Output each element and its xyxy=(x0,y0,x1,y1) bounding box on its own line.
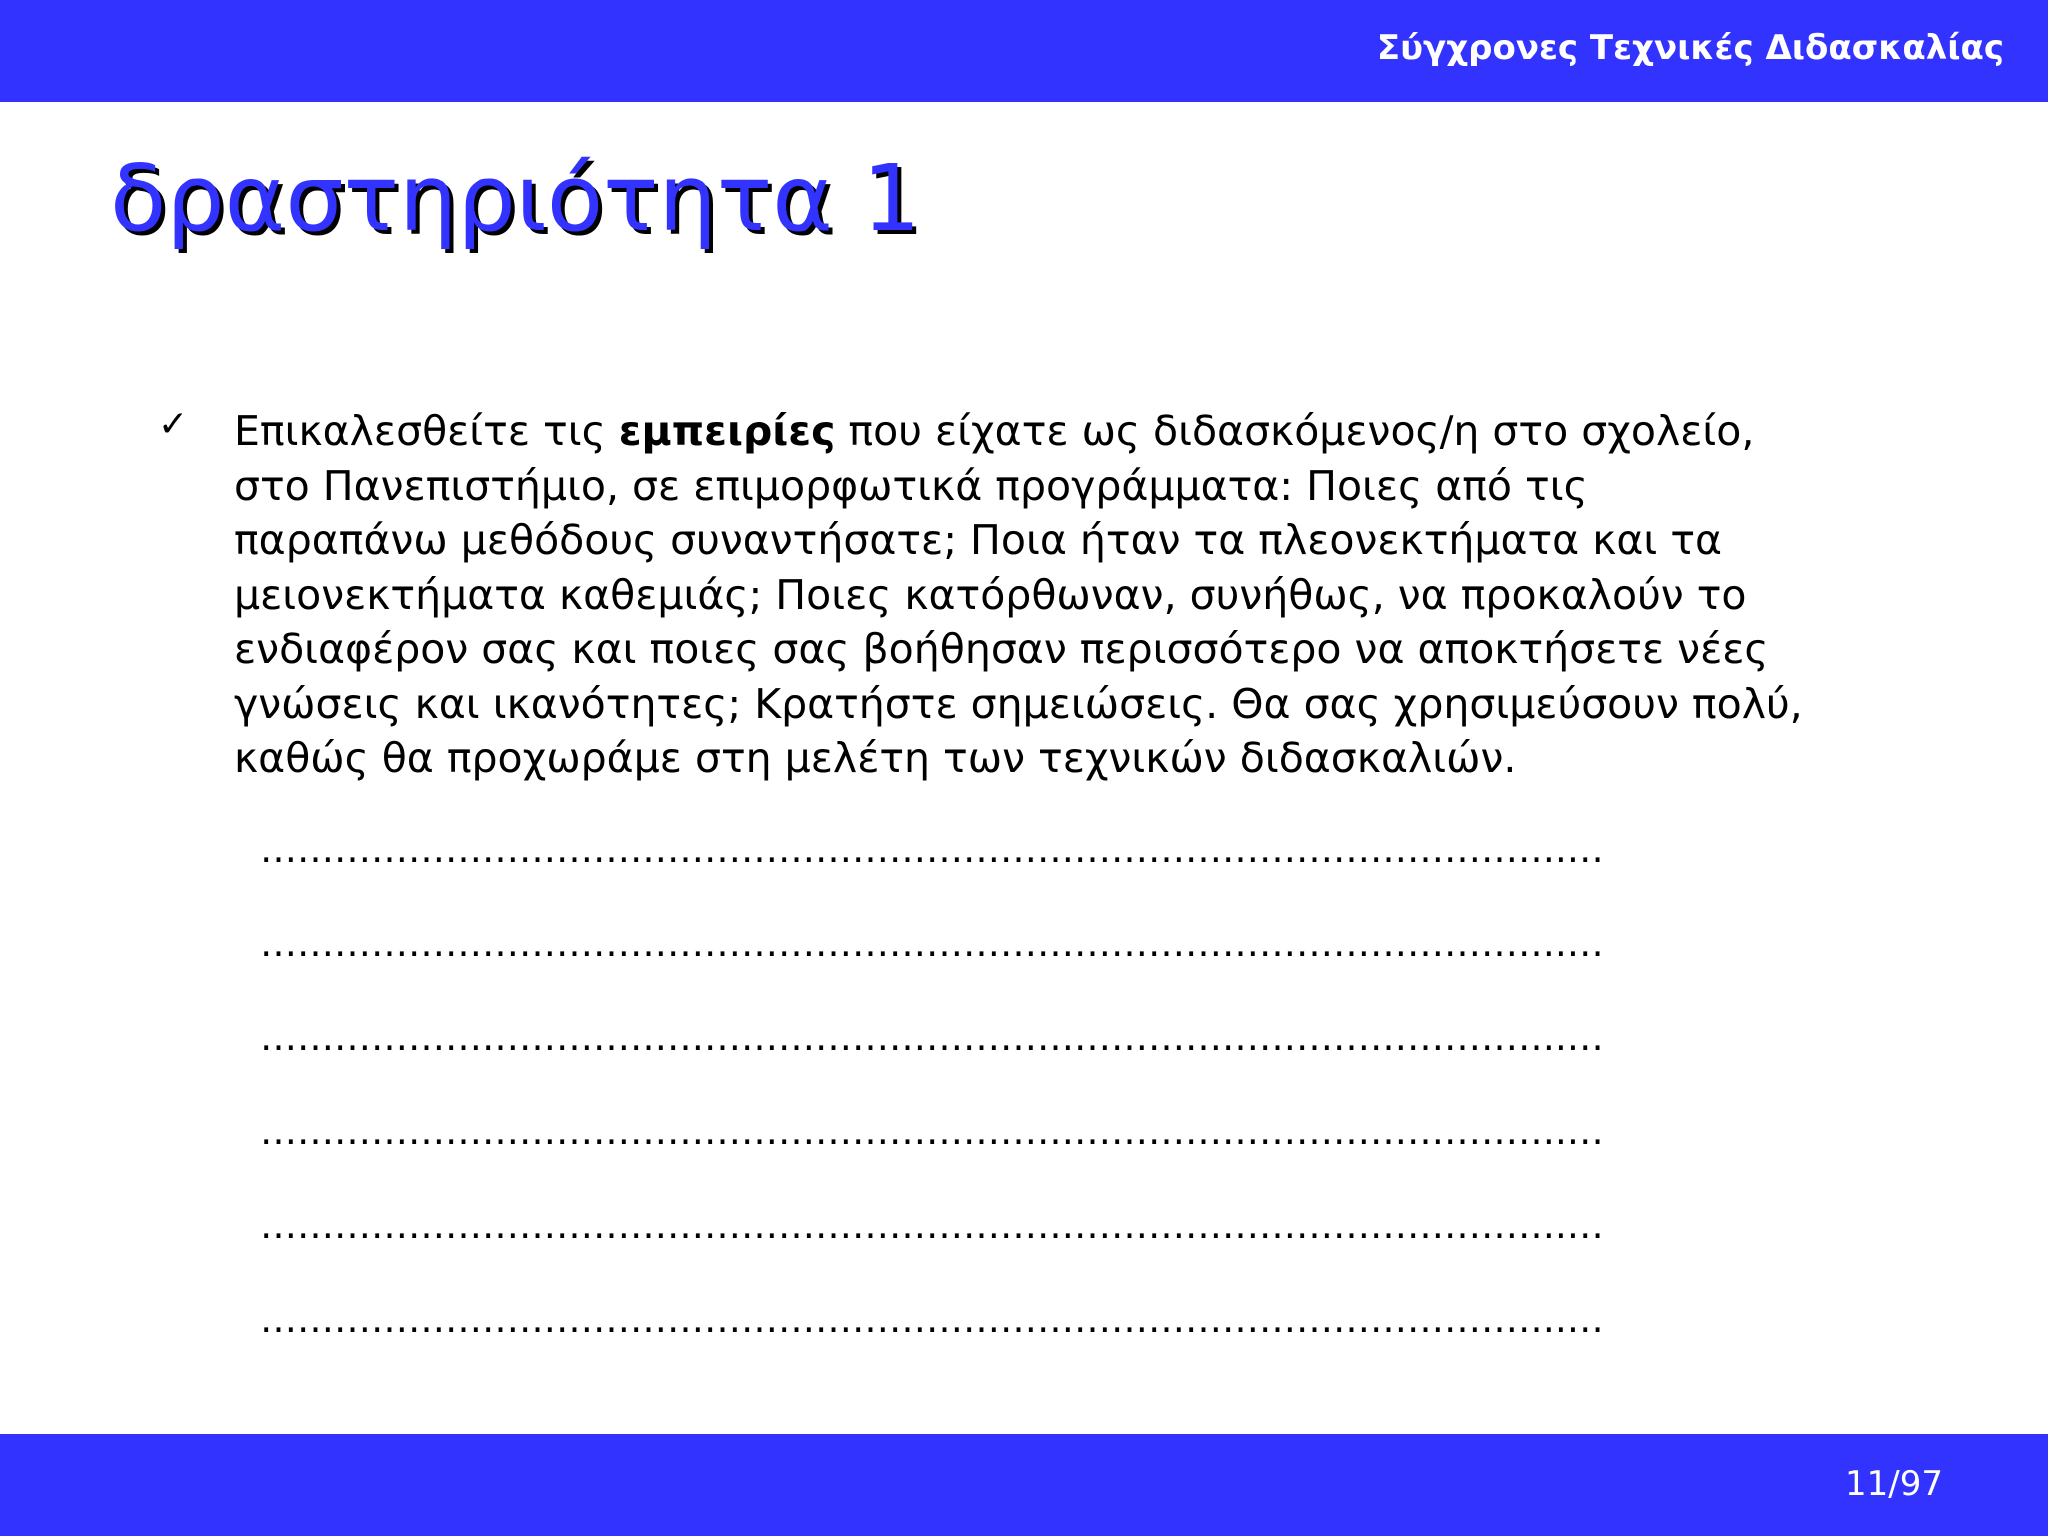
activity-paragraph xyxy=(234,404,1954,786)
paragraph-line-2: στο Πανεπιστήμιο, σε επιμορφωτικά προγράμματα: Ποιες από τις xyxy=(234,461,1588,510)
paragraph-line-1: Επικαλεσθείτε τις εμπειρίες που είχατε ως διδασκόμενος/η στο σχολείο, xyxy=(234,407,1755,455)
answer-line-4: …………………………………………………………………………………………….… xyxy=(260,1110,1604,1153)
paragraph-line-4: μειονεκτήματα καθεμιάς; Ποιες κατόρθωναν, συνήθως, να προκαλούν το xyxy=(234,570,1747,619)
answer-line-5: …………………………………………………………………………………………….… xyxy=(260,1204,1604,1247)
footer-bar xyxy=(0,1434,2048,1536)
answer-line-1: …………………………………………………………………………………………….… xyxy=(260,828,1604,871)
paragraph-line-3: παραπάνω μεθόδους συναντήσατε; Ποια ήταν τα πλεονεκτήματα και τα xyxy=(234,516,1723,564)
answer-line-6: …………………………………………………………………………………………….… xyxy=(260,1298,1604,1341)
paragraph-line-6: γνώσεις και ικανότητες; Κρατήστε σημειώσεις. Θα σας χρησιμεύσουν πολύ, xyxy=(234,679,1803,728)
paragraph-line-5: ενδιαφέρον σας και ποιες σας βοήθησαν περισσότερο να αποκτήσετε νέες xyxy=(234,625,1769,673)
course-title: Σύγχρονες Τεχνικές Διδασκαλίας xyxy=(1376,28,2004,68)
answer-line-3: …………………………………………………………………………………………….… xyxy=(260,1016,1604,1059)
answer-line-2: …………………………………………………………………………………………….… xyxy=(260,922,1604,965)
emphasis-word: εμπειρίες xyxy=(618,407,836,455)
header-bar xyxy=(0,0,2048,102)
page-number: 11/97 xyxy=(1845,1464,1943,1504)
paragraph-line-7: καθώς θα προχωράμε στη μελέτη των τεχνικών διδασκαλιών. xyxy=(234,734,1517,782)
slide-title: δραστηριότητα 1 xyxy=(110,145,921,252)
checkmark-icon: ✓ xyxy=(158,404,189,445)
